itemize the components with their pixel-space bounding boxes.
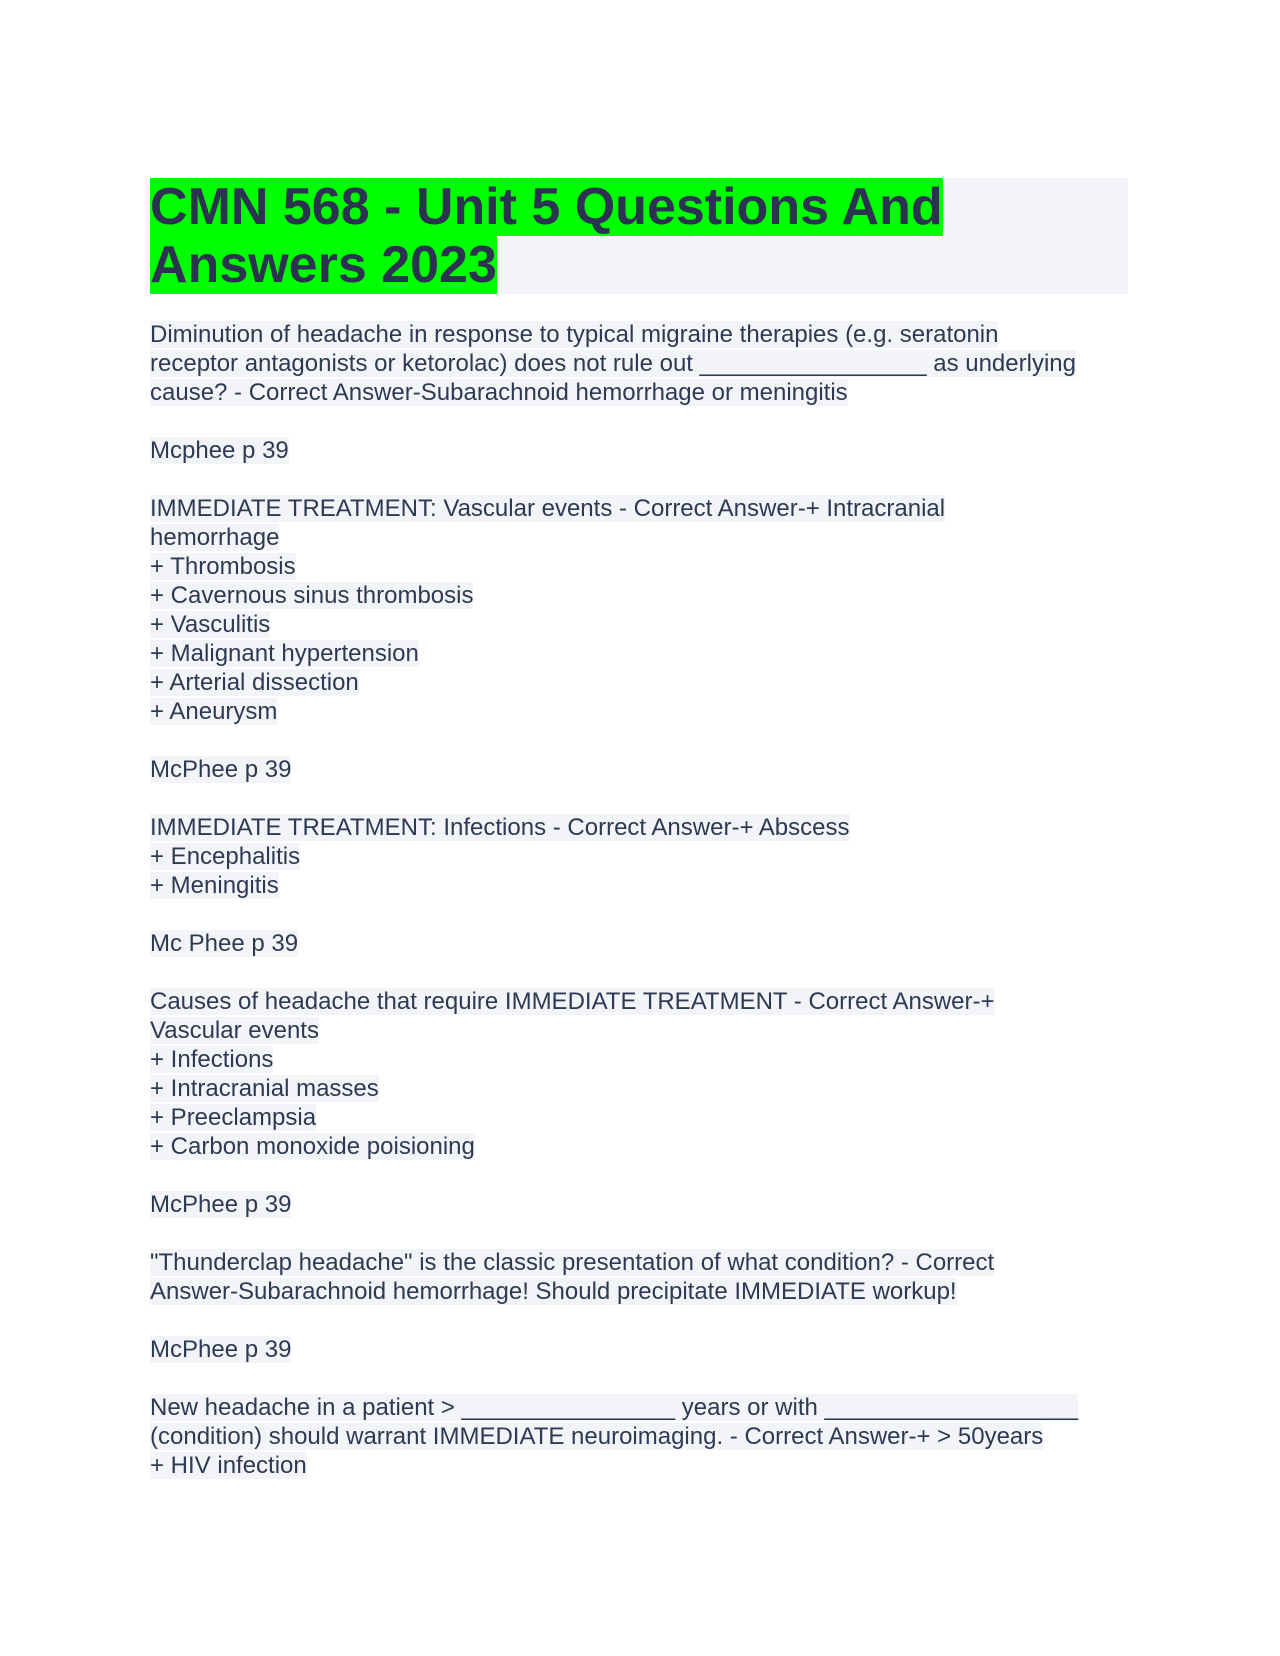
paragraph-line-text: McPhee p 39	[150, 756, 292, 783]
paragraph-line-text: Causes of headache that require IMMEDIATE TREATMENT - Correct Answer-+	[150, 988, 995, 1015]
paragraph-line-text: + Vasculitis	[150, 611, 271, 638]
paragraph-line-text: + Preeclampsia	[150, 1104, 317, 1131]
paragraph-line-text: Diminution of headache in response to typical migraine therapies (e.g. seratonin	[150, 321, 999, 348]
paragraph-line-text: + Carbon monoxide poisioning	[150, 1133, 475, 1160]
paragraph-line	[150, 1190, 1128, 1219]
paragraph-line	[150, 755, 1128, 784]
paragraph-line	[150, 1451, 1128, 1480]
title-block	[150, 178, 1128, 294]
paragraph-line	[150, 697, 1128, 726]
document-body	[150, 320, 1128, 1509]
qa-paragraph	[150, 436, 1128, 465]
paragraph-line	[150, 987, 1128, 1016]
paragraph-line	[150, 1103, 1128, 1132]
paragraph-line	[150, 494, 1128, 523]
paragraph-line-text: hemorrhage	[150, 524, 280, 551]
paragraph-line	[150, 1248, 1128, 1277]
paragraph-line-text: + Infections	[150, 1046, 274, 1073]
paragraph-line-text: + Encephalitis	[150, 843, 301, 870]
paragraph-line	[150, 1045, 1128, 1074]
paragraph-line	[150, 523, 1128, 552]
qa-paragraph	[150, 929, 1128, 958]
paragraph-line-text: "Thunderclap headache" is the classic presentation of what condition? - Correct	[150, 1249, 995, 1276]
qa-paragraph	[150, 1190, 1128, 1219]
paragraph-line-text: + Malignant hypertension	[150, 640, 419, 667]
paragraph-line	[150, 552, 1128, 581]
document-page	[150, 178, 1128, 1479]
qa-paragraph	[150, 987, 1128, 1161]
document-title-line-1: CMN 568 - Unit 5 Questions And	[150, 178, 943, 236]
paragraph-line	[150, 842, 1128, 871]
paragraph-line-text: Vascular events	[150, 1017, 319, 1044]
paragraph-line	[150, 581, 1128, 610]
paragraph-line-text: McPhee p 39	[150, 1336, 292, 1363]
qa-paragraph	[150, 755, 1128, 784]
paragraph-line-text: Answer-Subarachnoid hemorrhage! Should precipitate IMMEDIATE workup!	[150, 1278, 957, 1305]
paragraph-line	[150, 1132, 1128, 1161]
paragraph-line	[150, 349, 1128, 378]
qa-paragraph	[150, 320, 1128, 407]
paragraph-line-text: New headache in a patient > ________________ years or with ___________________	[150, 1394, 1079, 1421]
paragraph-line	[150, 1422, 1128, 1451]
qa-paragraph	[150, 1393, 1128, 1480]
qa-paragraph	[150, 1248, 1128, 1306]
paragraph-line	[150, 436, 1128, 465]
paragraph-line	[150, 1016, 1128, 1045]
paragraph-line-text: IMMEDIATE TREATMENT: Vascular events - Correct Answer-+ Intracranial	[150, 495, 946, 522]
paragraph-line	[150, 378, 1128, 407]
paragraph-line	[150, 1074, 1128, 1103]
paragraph-line	[150, 1393, 1128, 1422]
qa-paragraph	[150, 813, 1128, 900]
paragraph-line-text: + Cavernous sinus thrombosis	[150, 582, 474, 609]
paragraph-line-text: + Meningitis	[150, 872, 279, 899]
paragraph-line	[150, 1277, 1128, 1306]
paragraph-line	[150, 813, 1128, 842]
paragraph-line-text: receptor antagonists or ketorolac) does not rule out _________________ as underlying	[150, 350, 1076, 377]
paragraph-line-text: cause? - Correct Answer-Subarachnoid hemorrhage or meningitis	[150, 379, 848, 406]
paragraph-line	[150, 320, 1128, 349]
paragraph-line	[150, 639, 1128, 668]
document-title-line-2: Answers 2023	[150, 236, 497, 294]
paragraph-line	[150, 929, 1128, 958]
paragraph-line	[150, 668, 1128, 697]
paragraph-line-text: + Intracranial masses	[150, 1075, 379, 1102]
paragraph-line	[150, 871, 1128, 900]
paragraph-line-text: Mcphee p 39	[150, 437, 289, 464]
paragraph-line-text: + Arterial dissection	[150, 669, 359, 696]
paragraph-line-text: + Thrombosis	[150, 553, 296, 580]
paragraph-line-text: + HIV infection	[150, 1452, 307, 1479]
qa-paragraph	[150, 494, 1128, 726]
paragraph-line	[150, 610, 1128, 639]
qa-paragraph	[150, 1335, 1128, 1364]
paragraph-line-text: McPhee p 39	[150, 1191, 292, 1218]
paragraph-line	[150, 1335, 1128, 1364]
paragraph-line-text: IMMEDIATE TREATMENT: Infections - Correct Answer-+ Abscess	[150, 814, 850, 841]
paragraph-line-text: + Aneurysm	[150, 698, 278, 725]
paragraph-line-text: (condition) should warrant IMMEDIATE neuroimaging. - Correct Answer-+ > 50years	[150, 1423, 1044, 1450]
paragraph-line-text: Mc Phee p 39	[150, 930, 299, 957]
